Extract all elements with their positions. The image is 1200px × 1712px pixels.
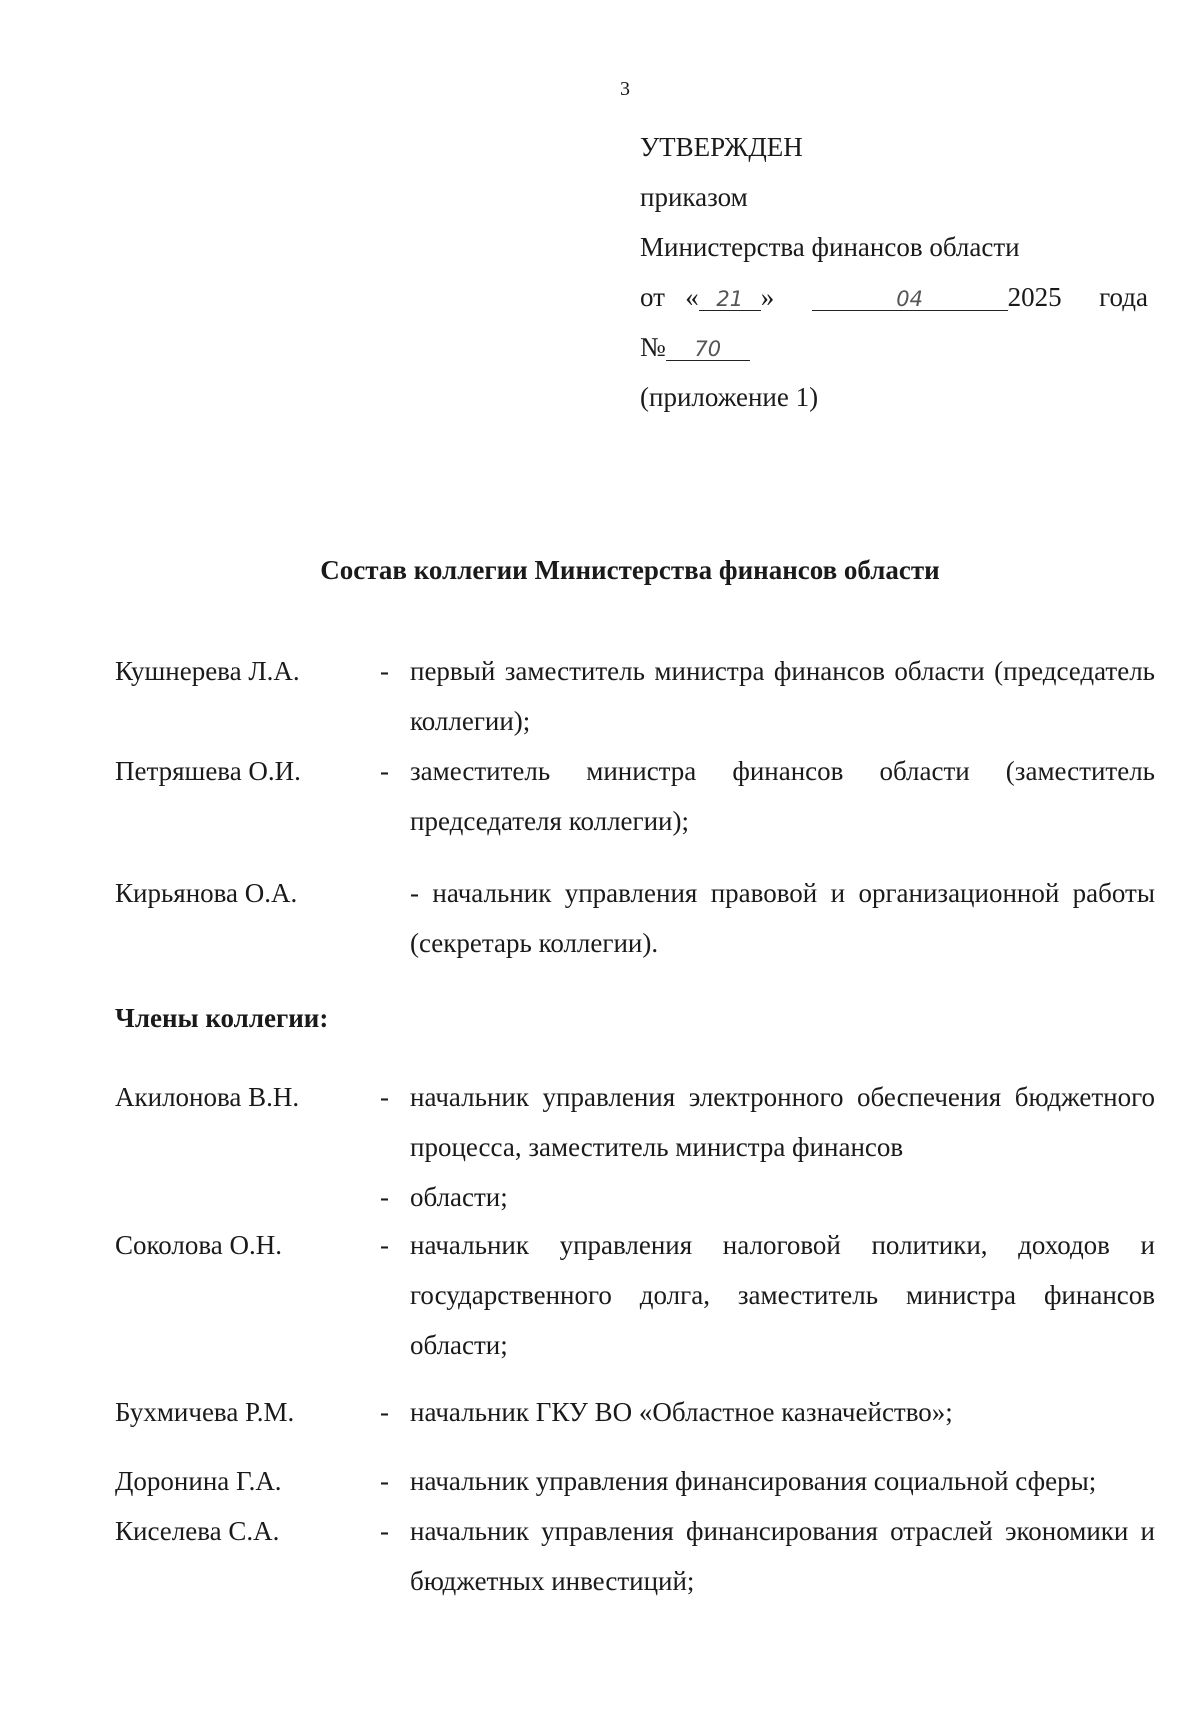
member-dash-2: - xyxy=(380,1182,389,1212)
approval-date-row xyxy=(640,272,1148,322)
date-from-label: от xyxy=(640,282,665,312)
member-role: начальник управления налоговой политики, доходов и государственного долга, заместитель министра финансов области; xyxy=(410,1230,1155,1360)
members-heading: Члены коллегии: xyxy=(115,1003,329,1033)
member-name: Киселева С.А. xyxy=(115,1516,280,1546)
approval-block xyxy=(640,122,1150,422)
member-akilonova xyxy=(115,1072,1155,1222)
list-item xyxy=(115,1220,1155,1370)
member-name: Бухмичева Р.М. xyxy=(115,1397,295,1427)
list-item xyxy=(115,746,1155,846)
list-item xyxy=(115,1387,1155,1437)
member-dash: - - xyxy=(380,1072,410,1222)
member-role: начальник ГКУ ВО «Областное казначейство»; xyxy=(410,1397,953,1427)
approval-issuer: Министерства финансов области xyxy=(640,232,1020,262)
approval-appendix: (приложение 1) xyxy=(640,382,819,412)
member-role: начальник управления электронного обеспечения бюджетного процесса, заместитель министра финансов области; xyxy=(410,1082,1155,1212)
member-name: Кирьянова О.А. xyxy=(115,878,298,908)
member-dash: - xyxy=(380,1466,389,1496)
date-year-suffix: года xyxy=(1099,282,1148,312)
member-role: - начальник управления правовой и организационной работы (секретарь коллегии). xyxy=(410,878,1155,958)
list-item xyxy=(115,1456,1155,1506)
leadership-list xyxy=(115,646,1155,746)
member-kiseleva xyxy=(115,1506,1155,1606)
list-item xyxy=(115,1072,1155,1222)
date-year: 2025 xyxy=(1007,282,1062,312)
member-dash: - xyxy=(380,756,389,786)
number-label: № xyxy=(640,332,666,362)
page-number: 3 xyxy=(620,78,630,100)
member-name: Кушнерева Л.А. xyxy=(115,656,300,686)
date-day: 21 xyxy=(699,288,761,311)
member-dash xyxy=(380,868,410,968)
member-name: Доронина Г.А. xyxy=(115,1466,282,1496)
member-sokolova xyxy=(115,1220,1155,1370)
member-doronina xyxy=(115,1456,1155,1506)
member-role: первый заместитель министра финансов области (председатель коллегии); xyxy=(410,656,1155,736)
list-item xyxy=(115,646,1155,746)
leadership-list-3 xyxy=(115,868,1155,968)
quote-open: « xyxy=(685,282,699,312)
member-role: заместитель министра финансов области (заместитель председателя коллегии); xyxy=(410,756,1155,836)
approval-number-row xyxy=(640,322,1150,372)
member-name: Акилонова В.Н. xyxy=(115,1082,300,1112)
member-dash: - xyxy=(380,1230,389,1260)
member-name: Соколова О.Н. xyxy=(115,1230,282,1260)
approval-by-order: приказом xyxy=(640,182,748,212)
member-dash: - xyxy=(380,1397,389,1427)
member-role-cont: области; xyxy=(410,1182,508,1212)
document-title: Состав коллегии Министерства финансов области xyxy=(320,555,940,585)
member-name: Петряшева О.И. xyxy=(115,756,301,786)
list-item xyxy=(115,868,1155,968)
member-role: начальник управления финансирования социальной сферы; xyxy=(410,1466,1097,1496)
member-bukhmicheva xyxy=(115,1387,1155,1437)
member-dash: - xyxy=(380,1516,389,1546)
member-role: начальник управления финансирования отраслей экономики и бюджетных инвестиций; xyxy=(410,1516,1155,1596)
order-number: 70 xyxy=(666,338,750,361)
leadership-list-2 xyxy=(115,746,1155,846)
list-item xyxy=(115,1506,1155,1606)
approval-status: УТВЕРЖДЕН xyxy=(640,132,803,162)
member-dash: - xyxy=(380,656,389,686)
quote-close: » xyxy=(760,282,775,312)
date-month: 04 xyxy=(812,288,1008,311)
